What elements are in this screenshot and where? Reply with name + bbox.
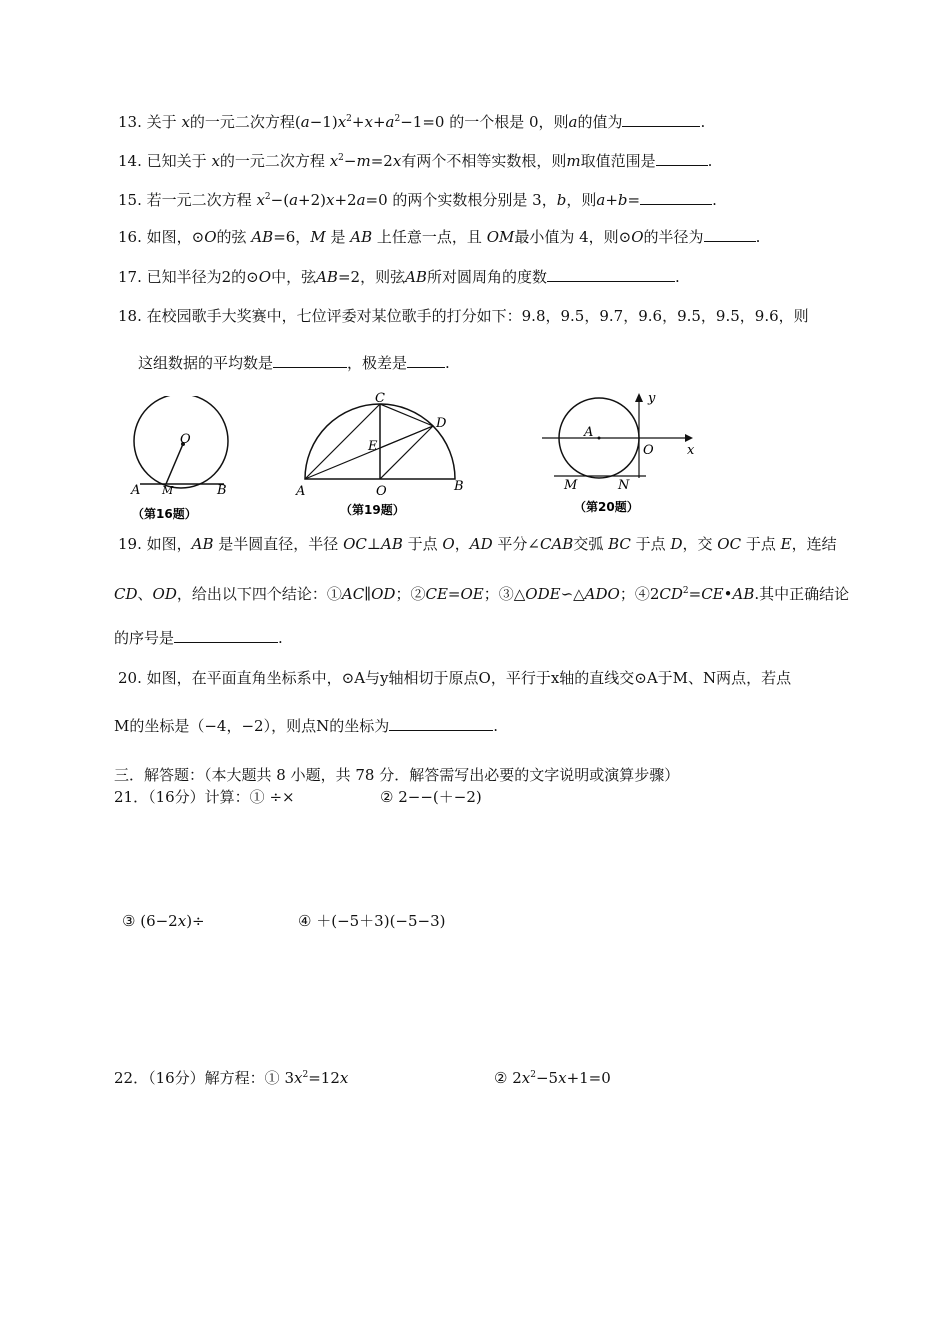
question-18: 18. 在校园歌手大奖赛中，七位评委对某位歌手的打分如下：9.8，9.5，9.7，9.6，9.5，9.5，9.6，则 <box>118 307 809 325</box>
answer-blank[interactable] <box>547 267 675 282</box>
caption-19: （第19题） <box>340 503 405 517</box>
question-21-part4: ④ ＋(−5＋3)(−5−3) <box>298 912 446 930</box>
question-14: 14. 已知关于 x的一元二次方程 $x^2-m=2x$有两个不相等实数根，则m取值范围是 . <box>118 152 713 170</box>
answer-blank[interactable] <box>622 112 700 127</box>
label-O: O <box>376 484 387 499</box>
label-B: B <box>454 479 464 494</box>
label-D: D <box>436 416 447 431</box>
question-22: 22．（16分）解方程：① $3x^2=12x$ <box>114 1069 349 1087</box>
label-O: O <box>180 432 191 447</box>
label-x: x <box>687 443 695 458</box>
question-17: 17. 已知半径为2的⊙O中，弦AB=2，则弦AB所对圆周角的度数 . <box>118 268 680 286</box>
answer-blank[interactable] <box>174 628 278 643</box>
label-B: B <box>217 483 227 498</box>
question-22-part2: ② $2x^2-5x+1=0$ <box>494 1069 611 1087</box>
answer-blank[interactable] <box>656 151 708 166</box>
label-N: N <box>618 478 630 493</box>
figure-16 <box>128 396 238 524</box>
question-20: 20. 如图，在平面直角坐标系中，⊙A与y轴相切于原点O，平行于x轴的直线交⊙A于M、N两点，若点 <box>118 669 792 687</box>
answer-blank[interactable] <box>407 353 445 368</box>
label-M: M <box>564 478 578 493</box>
question-13: 13. 关于 x的一元二次方程$(a-1)x^2+x+a^2-1=0$ 的一个根是 0，则a的值为 . <box>118 113 706 131</box>
label-E: E <box>368 439 378 454</box>
label-y: y <box>648 391 656 406</box>
question-16: 16. 如图，⊙O的弦 AB=6，M 是 AB 上任意一点，且 OM最小值为 4，则⊙O的半径为 . <box>118 228 761 246</box>
question-18-line2: 这组数据的平均数是 ，极差是 . <box>138 354 450 372</box>
label-A: A <box>131 483 141 498</box>
section-3-title: 三．解答题：（本大题共 8 小题，共 78 分．解答需写出必要的文字说明或演算步骤） <box>114 766 680 784</box>
answer-blank[interactable] <box>640 190 712 205</box>
question-19: 19. 如图，AB 是半圆直径，半径 OC⊥AB 于点 O，AD 平分∠CAB交弧 BC 于点 D，交 OC 于点 E，连结 <box>118 535 837 553</box>
question-21-part3: ③ (6−2x)÷ <box>122 912 205 930</box>
question-20-line2: M的坐标是（−4，−2），则点N的坐标为 . <box>114 717 498 735</box>
label-C: C <box>375 391 385 406</box>
label-O: O <box>643 443 654 458</box>
label-A: A <box>296 484 306 499</box>
question-15: 15. 若一元二次方程 $x^2-(a+2)x+2a=0$ 的两个实数根分别是 3，b，则a+b= . <box>118 191 717 209</box>
caption-16: （第16题） <box>132 507 197 521</box>
figure-19 <box>290 390 480 522</box>
answer-blank[interactable] <box>389 716 493 731</box>
question-21-part2: ② 2−−(＋−2) <box>380 788 482 806</box>
caption-20: （第20题） <box>574 500 639 514</box>
question-21: 21．（16分）计算：① ÷× <box>114 788 295 806</box>
label-M: M <box>162 484 174 497</box>
label-A: A <box>584 425 594 440</box>
question-19-line2: CD、OD，给出以下四个结论：①AC∥OD；②CE=OE；③△ODE∽△ADO；$④2CD^2=CE•AB$.其中正确结论 <box>114 585 850 603</box>
answer-blank[interactable] <box>273 353 347 368</box>
question-19-line3: 的序号是 . <box>114 629 283 647</box>
figure-20 <box>540 388 710 520</box>
answer-blank[interactable] <box>704 227 756 242</box>
